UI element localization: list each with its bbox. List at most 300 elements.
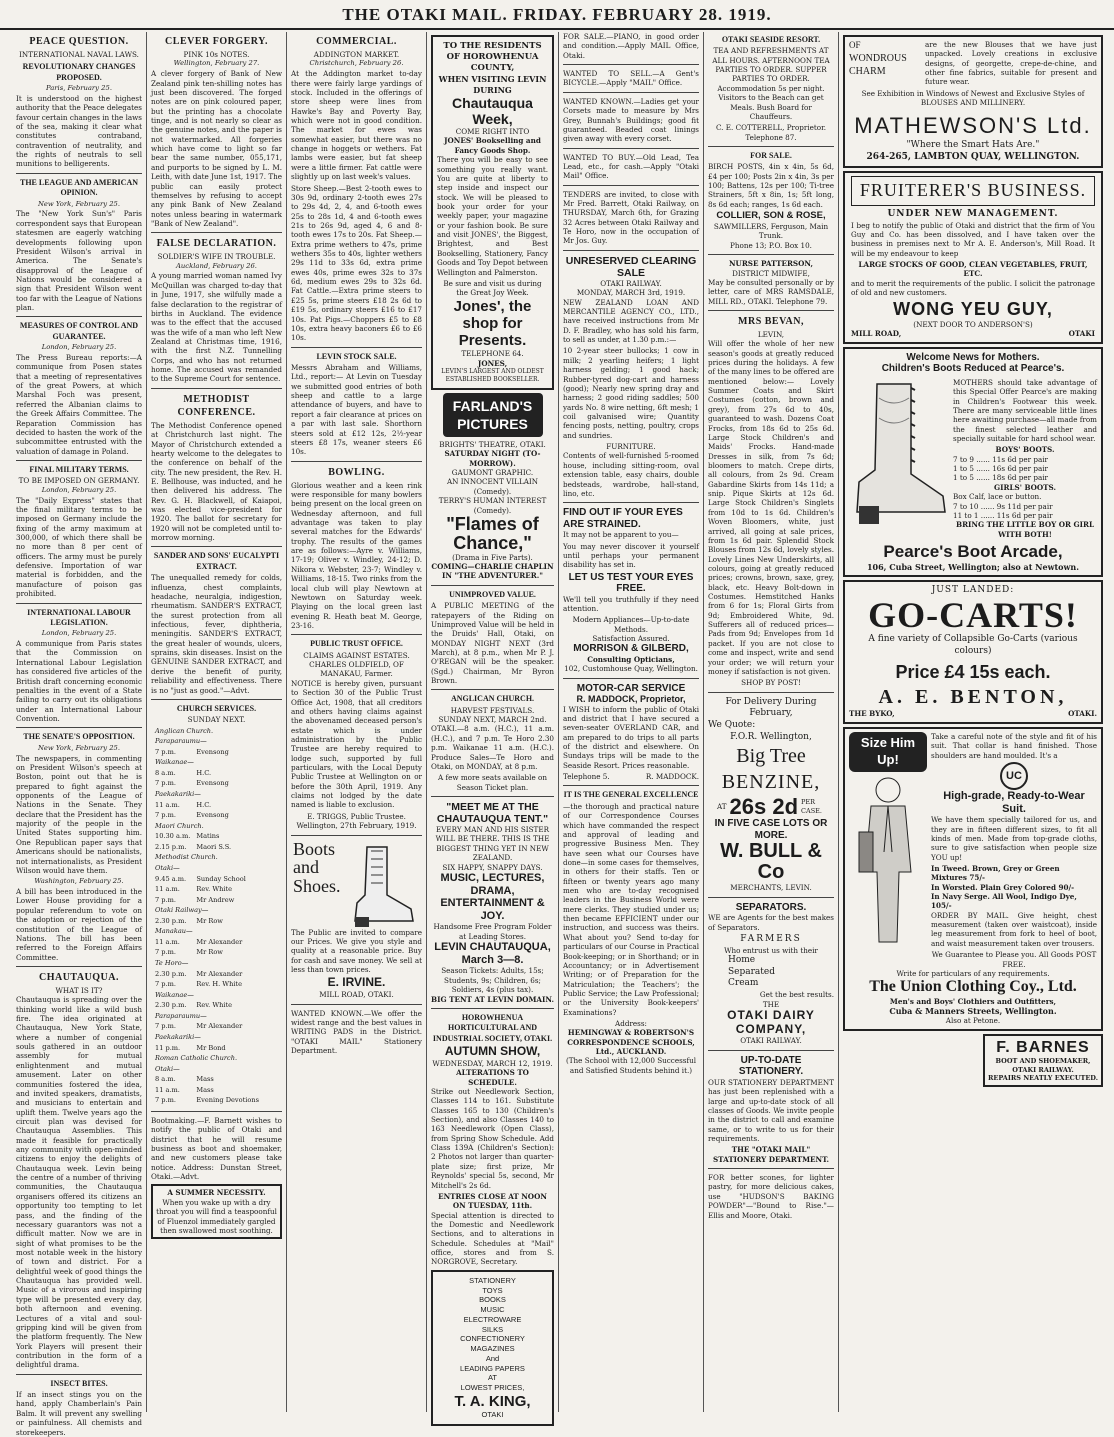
flames-subtitle: (Drama in Five Parts). [452,552,533,562]
service-detail: Evensong [196,747,229,756]
service-time: Paekakariki— [155,1032,201,1041]
final-title: FINAL MILITARY TERMS. [29,464,129,474]
church-service-row [153,843,261,852]
revolutionary-title: REVOLUTIONARY CHANGES PROPOSED. [22,62,136,82]
forgery-title: CLEVER FORGERY. [165,36,268,47]
autumn-show: AUTUMN SHOW, [444,1044,541,1059]
washington-body: A bill has been introduced in the Lower House providing for a popular referendum to vote on the adoption or rejection of the constitution of the League of Nations. The bill has been referred to the Foreign Affairs Committee. [16,887,142,962]
dateline: Auckland, February 26. [176,261,257,270]
for-wellington: F.O.R. Wellington, [730,731,812,742]
church-service-row [153,938,261,947]
pictures-logo: FARLAND'S PICTURES [443,393,543,437]
forsale-piano: FOR SALE.—PIANO, in good order and condition.—Apply MAIL Office, Otaki. [563,32,699,60]
church-service-row [153,832,261,841]
jones-slogan: Jones', the shop for Presents. [453,297,532,350]
satisfaction: Satisfaction Assured. [592,634,670,644]
forgery-subtitle: PINK 10s NOTES. [183,50,250,59]
service-detail: Evensong [196,779,229,788]
stationery-body: OUR STATIONERY DEPARTMENT has just been replenished with a large and up-to-date stock of all classes of Goods. We invite people in the district to call and examine same, or to write to us for their requirements. [708,1077,834,1143]
horti-title: HOROWHENUA HORTICULTURAL AND INDUSTRIAL SOCIETY, OTAKI. [432,1012,553,1043]
large-stocks: LARGE STOCKS OF GOOD, CLEAN VEGETABLES, FRUIT, ETC. [858,260,1088,279]
commercial-subtitle: ADDINGTON MARKET. [313,50,400,59]
service-detail: Rev. White [196,1001,233,1010]
service-detail: Sunday School [196,874,246,883]
mathewson-advert [843,35,1103,168]
wanted-sell: WANTED TO SELL.—A Gent's BICYCLE.—Apply "MAIL" Office. [563,69,699,88]
church-service-row [153,1065,261,1074]
benton-name: A. E. BENTON, [878,686,1068,709]
seaside-body: TEA AND REFRESHMENTS AT ALL HOURS. AFTERNOON TEA PARTIES TO ORDER. SUPPER PARTIES TO ORDER. Accommodation 5s per night. Visitors to the Beach can get Meals. Bush Board for Chauffeurs. [712,46,830,121]
service-time: 11 a.m. [155,1085,180,1094]
church-service-row [153,875,261,884]
nurse-title: NURSE PATTERSON, [728,259,813,269]
service-time: 2.30 p.m. [155,1001,187,1010]
church-service-row [153,917,261,926]
jones-chautauqua: Chautauqua Week, [452,94,533,128]
sanders-title: SANDER AND SONS' EUCALYPTI EXTRACT. [153,551,280,571]
church-service-row [153,1044,261,1053]
findout-sub: It may not be apparent to you— [563,530,679,540]
church-service-row [153,864,261,873]
peace-subtitle: INTERNATIONAL NAVAL LAWS. [19,50,139,59]
summer-body: When you wake up with a dry throat you will find a teaspoonful of Fluenzol immediately gargled then swallowed most soothing. [156,1197,277,1235]
navy: In Navy Serge. All Wool, Indigo Dye, 105/- [931,892,1077,911]
shop-by-post: SHOP BY POST! [741,678,801,688]
union-sub: Men's and Boys' Clothiers and Outfitters, [889,996,1057,1006]
entries-close: ENTRIES CLOSE AT NOON ON TUESDAY, 11th. [438,1191,547,1211]
cream: Cream [728,978,759,989]
flames-title: "Flames of Chance," [446,513,539,553]
home: Home [728,955,756,966]
excellence-body: —the thorough and practical nature of our Correspondence Courses which have commanded the respect and approval of leading and progressive Business Men. They have seen what our Courses have done—in some cases for themselves, in others for their staffs. Ten or fifteen or twenty years ago many men who are to-day recognised leaders in the Business World were mere clerks. They studied under us; then became EFFICIENT under our instruction, and success was theirs. What about you? Send to-day for particulars of our Course in Practical Book-keeping; or in Shorthand; or in Accountancy; or in Advertisement Writing; or of Preparation for the Matriculation; the Teachers'; the Public Service; the Law Professional; or the University Book-keepers' Examinations? [563,801,699,1017]
maddock-phone: Telephone 5. [563,772,610,782]
five-case: IN FIVE CASE LOTS OR MORE. [714,818,828,841]
column-6 [708,32,834,1412]
service-time: Paraparaumu— [155,737,207,746]
alterations-title: ALTERATIONS TO SCHEDULE. [456,1068,529,1087]
otaki-label: OTAKI [1068,329,1095,339]
king-item: CONFECTIONERY [460,1334,525,1344]
false-subtitle: SOLDIER'S WIFE IN TROUBLE. [157,252,276,262]
ladies-boot-illustration [849,378,949,528]
column-1 [16,32,142,1437]
dateline: London, February 25. [41,343,117,352]
church-service-row [153,991,261,1000]
service-time: Paekakariki— [155,790,201,799]
dateline: London, February 25. [41,629,117,638]
smart-hats: "Where the Smart Hats Are." [906,140,1040,151]
store-sheep-body: Store Sheep.—Best 2-tooth ewes to 30s 9d, ordinary 2-tooth ewes 27s to 29s 4d, 2, 4, and 6-tooth ewes 25s to 28s 1d, 4 and 6-tooth ewes 21s to 26s 9d, aged 4, 6 and 8-tooth ewes 17s to 20s. Fat Sheep.—Extra prime wethers to 47s, prime wethers 35s to 40s, lighter wethers 29s 11d to 33s 6d, extra prime ewes 40s, prime ewes 32s to 37s 6d, medium ewes 29s to 32s 6d. Fat Cattle.—Extra prime steers to £25 5s, prime steers £18 2s 6d to £19 5s, ordinary steers £16 to £17 10s. Pat Pigs.—Choppers £5 to £8 10s, extra heavy baconers £6 to £6 10s. [291,183,422,343]
forsale-title: FOR SALE. [750,150,792,160]
service-detail: Mr Alexander [196,937,243,946]
meet-title: "MEET ME AT THE CHAUTAUQUA TENT." [436,801,549,826]
service-time: Anglican Church. [155,726,214,735]
we-tell: We'll tell you truthfully if they need attention. [563,594,699,614]
collier-phone: Phone 13; P.O. Box 10. [730,240,812,250]
service-time: 7 p.m. [155,811,176,820]
delivery: For Delivery During February, [725,696,817,719]
dateline: Christchurch, February 26. [309,59,404,68]
address-label: Address: [615,1019,647,1029]
dateline: Wellington, February 27. [173,59,260,68]
bevan-subtitle: LEVIN, [757,329,785,339]
bull-name: W. BULL & Co [720,840,822,884]
coming: COMING—CHARLIE CHAPLIN IN "THE ADVENTURER." [431,562,554,581]
benzine: BENZINE, [721,771,821,794]
wondrous-charm: WONDROUS CHARM [849,52,907,77]
findout-title: FIND OUT IF YOUR EYES ARE STRAINED. [563,507,683,530]
fruiterer-title: FRUITERER'S BUSINESS. [851,176,1095,205]
girls-price-row: 7 to 10 ...... 9s 11d per pair [953,501,1053,511]
church-service-row [153,822,261,831]
service-detail: Evensong [196,811,229,820]
childrens-boots: Children's Boots Reduced at Pearce's. [881,363,1065,375]
seaside-title: OTAKI SEASIDE RESORT. [721,35,821,44]
highgrade-body: We have them specially tailored for us, and they are in fifteen different sizes, to fit all kinds of men. Made from top-grade cloths, sure to give satisfaction when people size YOU up! [931,815,1097,862]
fine-variety: A fine variety of Collapsible Go-Carts (various colours) [868,634,1078,657]
senate-body: The newspapers, in commenting on President Wilson's speech at Boston, point out that he is prepared to fight against the opponents of the League of Nations in the Senate. They declare that the President has the majority of the people in the United States supporting him. One Republican paper says that Americans should be nationalists, not internationalists, as President Wilson would have them. [16,753,142,875]
column-rule [558,32,559,1412]
sale-items: 10 2-year steer bullocks; 1 cow in milk; 2 yearling heifers; 1 light harness gelding; 1 good hack; Rubber-tyred dog-cart and harness (good); Nearly new spring dray and harness; 2 good riding saddles; 500 yards No. 8 wire netting, 6ft mesh; 1 coil galvanised wire; Quantity fencing posts, netting, poultry, crops and sundries. [563,346,699,440]
union-address: Cuba & Manners Streets, Wellington. [889,1006,1057,1017]
at-label: AT [716,802,727,812]
irvine-address: MILL ROAD, OTAKI. [319,990,394,1000]
false-body: A young married woman named Ivy McQuillan was charged to-day that in June, 1917, she wilfully made a false declaration to the registrar of births in Auckland. The evidence was to the effect that the accused was the wife of a man who left New Zealand at Christmas time, 1916, with the first N.Z. Tunnelling Corps, and who has not returned home. The accused was remanded to the Supreme Court for sentence. [151,271,282,384]
service-detail: H.C. [196,800,212,809]
pearce-advert [843,347,1103,577]
service-time: Methodist Church. [155,853,218,862]
hemingway: HEMINGWAY & ROBERTSON'S CORRESPONDENCE SCHOOLS, Ltd., AUCKLAND. [567,1028,695,1057]
service-time: Manakau— [155,927,193,936]
unreserved-place: OTAKI RAILWAY. [600,278,662,288]
church-services-table [151,725,263,1107]
service-time: Waikanae— [155,990,194,999]
barnes-advert [983,1034,1103,1088]
forsale-body: BIRCH POSTS, 4in x 4in, 5s 6d, £4 per 100; Posts 2in x 4in, 3s per 100; Battens, 12s per 100; Ti-tree Strainers, 5ft x 8in, 1s; 5ft long, 8s 6d each; ranges, 1s 6d each. [708,162,834,209]
levin-chautauqua: LEVIN CHAUTAUQUA, March 3—8. [434,941,551,966]
church-service-row [153,748,261,757]
dateline: Washington, February 25. [34,877,124,886]
size-title: Size Him Up! [849,732,927,772]
trust-name: CHARLES OLDFIELD, OF MANAKAU, Farmer. [309,660,404,679]
jones-come: COME RIGHT INTO [455,127,530,137]
worsted: In Worsted. Plain Grey Colored 90/- [931,882,1075,892]
we-quote: We Quote: [708,720,756,730]
anglican-body: OTAKI.—8 a.m. (H.C.), 11 a.m. (H.C.), and 7 p.m. Te Horo 2.30 p.m. Waikanae 11 a.m. (H.C.). Produce Sales—Te Horo and Otaki, on MONDAY, at 8 p.m. [431,724,554,771]
measures-body: The Press Bureau reports:—A communique from Posen states that a meeting of representatives of the great Powers, at which Marshal Foch was present, referred the Albanian claims to the Greek Affairs Committee. The Reparation Commission has decided to hasten the work of the subcommittee entrusted with the valuation of damage in Poland. [16,353,142,456]
excellence-title: IT IS THE GENERAL EXCELLENCE [563,790,699,800]
wong-name: WONG YEU GUY, [893,299,1053,320]
farmers: FARMERS [740,934,802,945]
service-detail: Maori S.S. [196,842,232,851]
service-time: Waikanae— [155,758,194,767]
service-time: Otaki— [155,863,180,872]
boys-boots: BOYS' BOOTS. [995,445,1055,455]
blouses: BLOUSES AND MILLINERY. [920,98,1026,108]
uc-logo: UC [1000,762,1028,790]
bowling-title: BOWLING. [328,466,385,478]
service-time: 10.30 a.m. [155,832,191,841]
pearce-name: Pearce's Boot Arcade, [883,541,1063,561]
church-service-row [153,727,261,736]
terry: TERRY'S HUMAN INTEREST (Comedy). [438,496,547,515]
dairy-name: OTAKI DAIRY COMPANY, [727,1007,815,1036]
trust-body: NOTICE is hereby given, pursuant to Section 30 of the Public Trust Office Act, 1908, that all creditors and others having claims against the abovenamed deceased person's estate which is under administration by the Public Trustee are hereby required to lodge such, supported by full particulars, with the Local Deputy Public Trustee at Wellington on or before the 30th April, 1919. Any claims not lodged by the date named is liable to exclusion. [291,678,422,810]
boys-price-row: 1 to 5 ...... 18s 6d per pair [953,473,1048,483]
mathewson-address: 264-265, LAMBTON QUAY, WELLINGTON. [866,151,1080,162]
pearce-body: MOTHERS should take advantage of this Special Offer Pearce's are making in Children's Footwear this week. There are many serviceable little lines here awaiting purchase—all made from the finest selected leather and specially suitable for hard school wear. [953,377,1097,443]
chautauqua-subtitle: WHAT IS IT? [55,985,103,995]
trust-title: PUBLIC TRUST OFFICE. [310,639,403,649]
service-time: 7 p.m. [155,779,176,788]
column-3 [291,32,422,1412]
king-town: OTAKI [481,1410,504,1420]
alterations-body: Strike out Needlework Section, Classes 114 to 161. Substitute Classes 165 to 130 (Children's Section), and also Classes 140 to 163 Needlework (Open Class), from Spring Show Schedule. Add Class 139A (Children's Section): 2 Photos not larger than quarter-plate size; first prize, Mr Reynolds' special 5s, second, Mr Mitchell's 2s 6d. [431,1086,554,1190]
jones-advert [431,35,554,390]
barnes-name: F. BARNES [996,1038,1090,1056]
service-time: 2.30 p.m. [155,916,187,925]
uptodate-title: UP-TO-DATE STATIONERY. [738,1054,804,1078]
jones-body: There you will be easy to see something you really want. You are quite at liberty to step inside and inspect our stock. We will be pleased to book your order for your weekly paper, your magazine or your fashion book. Be sure and visit JONES', the Biggest, Brightest, and Best Bookselling, Stationery, Fancy Goods and Toy Depot between Wellington and Palmerston. [437,155,548,277]
sawmillers: SAWMILLERS, Ferguson, Main Trunk. [713,222,829,241]
masthead: THE OTAKI MAIL. FRIDAY. FEBRUARY 28. 1919. [0,0,1114,30]
theatre: BRIGHTS' THEATRE, OTAKI. [439,440,546,450]
methodist-body: The Methodist Conference opened at Christchurch last night. The Mayor of Christchurch extended a hearty welcome to the delegates to the conference on behalf of the city. The new president, the Rev. H. E. Bellhouse, was inducted, and he then delivered his address. The Rev. G. H. Blackwell, of Kaiapoi, was elected vice-president for 1920. The ballot for secretary for 1920 will not be completed until to-morrow morning. [151,420,282,543]
order-by-mail: ORDER BY MAIL. Give height, chest measurement (taken over waistcoat), inside leg measurement from fork to heel of boot, and waist measurement taken over trousers. [931,910,1097,948]
benzine-price: 26s 2d [729,794,799,820]
test-eyes: LET US TEST YOUR EYES FREE. [568,571,694,595]
king-item: STATIONERY [469,1275,516,1285]
baking-powder: FOR better scones, for lighter pastry, for more delicious cakes, use "HUDSON'S BAKING POWDER"—"Bound to Rise."—Ellis and Moore, Otaki. [708,1173,834,1220]
saturday: SATURDAY NIGHT (TO-MORROW). [444,449,541,468]
guarantee: We Guarantee to Please you. All Goods POST FREE. [931,950,1097,969]
column-rule [286,32,287,1412]
separators-title: SEPARATORS. [735,901,807,913]
measures-title: MEASURES OF CONTROL AND GUARANTEE. [19,321,139,341]
final-subtitle: TO BE IMPOSED ON GERMANY. [18,476,140,486]
service-time: 11 a.m. [155,885,180,894]
jones-visit: Be sure and visit us during the Great Joy Week. [443,278,542,298]
church-service-row [153,1096,261,1105]
entries-body: Special attention is directed to the Domestic and Needlework Sections, and to alterations in Schedule. Schedules at "Mail" office, stores and from S. NORGROVE, Secretary. [431,1210,554,1267]
church-service-row [153,801,261,810]
bowling-body: Glorious weather and a keen rink were responsible for many bowlers being present on the local green on Wednesday afternoon, and full advantage was taken to play several matches for the Edwards' trophy. The results of the games are as follows:—Ayre v. Williams, 17-19; Oliver v. Windley, 24-12; D. Nikora v. Webster, 23-7; Windley v. Williams, 18-15. Two rinks from the local club will play Newtown at Newtown on Saturday week. Playing on the local green last evening R. Heath beat M. George, 23-16. [291,480,422,630]
boys-price-row: 7 to 9 ...... 11s 6d per pair [953,454,1048,464]
league-title: THE LEAGUE AND AMERICAN OPINION. [19,177,138,198]
wondrous-of: OF [849,40,861,50]
king-item: TOYS [482,1285,503,1295]
methodist-title: METHODIST CONFERENCE. [177,393,256,418]
service-detail: Mr Row [196,916,223,925]
column-rule [426,32,427,1412]
best-results: Get the best results. [759,990,834,1000]
king-item: And [485,1353,500,1363]
service-time: 2.15 p.m. [155,842,187,851]
cottrell: C. E. COTTERELL, Proprietor. [715,123,827,133]
man-illustration [849,772,927,947]
wondrous-body: are the new Blouses that we have just unpacked. Lovely creations in exclusive designs, of georgette, crepe-de-chine, and other fine fabrics, suitable for present and future wear. [925,40,1097,87]
service-time: 11 a.m. [155,800,180,809]
final-body: The "Daily Express" states that the final military terms to be imposed on Germany include the fixing of the army maximum at 300,000, of which there shall be no more than 8 per cent of officers. The army must be purely defensive. Importation of war material is forbidden, and the manufacture of poison gas prohibited. [16,495,142,599]
collier: COLLIER, SON & ROSE, [716,210,826,222]
service-time: 9.45 a.m. [155,874,187,883]
jones-shop: JONES' Bookselling and Fancy Goods Shop. [444,136,541,155]
highgrade: High-grade, Ready-to-Wear Suit. [943,789,1085,815]
labour-body: A communique from Paris states that the Commission on International Labour Legislation has considered five articles of the British draft concerning economic penalties in the event of a State failing to carry out its obligations under an International Labour Convention. [16,639,142,723]
false-title: FALSE DECLARATION. [156,238,277,250]
the-label: THE [762,999,780,1009]
church-service-row [153,1086,261,1095]
furniture-title: FURNITURE. [606,442,656,452]
service-time: 7 p.m. [155,747,176,756]
wanted-buy: WANTED TO BUY.—Old Lead, Tea Lead, etc., for cash.—Apply "Otaki Mail" Office. [563,152,699,181]
cottrell-phone: Telephone 87. [745,132,797,142]
dateline: London, February 25. [41,485,117,494]
union-advert [843,727,1103,1031]
church-service-row [153,1022,261,1031]
jones-phone: TELEPHONE 64. [461,349,524,359]
jones-footer: LEVIN'S LARGEST AND OLDEST ESTABLISHED BOOKSELLER. [441,368,544,383]
exhibition: See Exhibition in Windows of Newest and Exclusive Styles of [861,88,1085,98]
wanted-writing-pads: WANTED KNOWN.—We offer the widest range and the best values in WRITING PADS in the District. "OTAKI MAIL" Stationery Department. [291,1008,422,1055]
boot-illustration [347,843,417,929]
mill-road: MILL ROAD, [851,329,902,339]
service-time: Maori Church. [155,821,204,830]
girls-price-row: Box Calf, lace or button. [953,492,1042,502]
king-item: MAGAZINES [470,1344,515,1354]
service-detail: Mr Alexander [196,969,243,978]
size-body: Take a careful note of the style and fit of his suit. That collar is hand finished. Those shoulders are hand moulded. It's a [931,731,1097,760]
column-7 [843,32,1103,1412]
bevan-title: MRS BEVAN, [738,315,804,327]
bull-subtitle: MERCHANTS, LEVIN. [730,883,812,893]
service-time: Te Horo— [155,959,189,968]
who-entrust: Who entrust us with their [724,945,818,955]
column-4 [431,32,554,1420]
nz-loan: NEW ZEALAND LOAN AND MERCANTILE AGENCY CO., LTD., have received instructions from Mr D. F. Bradley, who has sold his farm, to sell as under, at 1.30 p.m.:— [563,297,699,345]
wanted-known: WANTED KNOWN.—Ladies get your Corsets made to measure by Mrs Grey, Bunnah's Buildings; good fit guaranteed. Beaded coat linings given away with every corset. [563,96,699,144]
write: Write for particulars of any requirements. [896,968,1050,978]
unreserved-title: UNRESERVED CLEARING SALE [565,254,697,279]
service-time: Roman Catholic Church. [155,1054,238,1063]
king-item: LEADING PAPERS [460,1363,525,1373]
church-service-row [153,737,261,746]
service-time: 8 a.m. [155,1075,176,1084]
sunday-next: SUNDAY NEXT, MARCH 2nd. [438,715,547,725]
church-service-row [153,970,261,979]
king-item: BOOKS [479,1295,506,1305]
modern: Modern Appliances—Up-to-date Methods. [572,615,690,634]
bevan-body: Will offer the whole of her new season's goods at greatly reduced prices during the holidays. A few of the many lines to be offered are mentioned below:— Lovely Summer Coats and Skirt Costumes (cotton, brown and grey), from 27s 6d to 40s, guaranteed to wash. Dozens Coat Frocks, from 18s 6d to 25s 6d. Large Stock Children's and Maids' Frocks. Hand-made Dresses in silk, from 7s 6d; bloomers to match. Crepe dirts, all colours, from 2s 9d. Cream Gabardine Skirts from 14s 11d; a snip. Pique Skirts at 12s 6d. Large Stock Children's Singlets from 10d to 1s 6d. Children's Woven Bloomers, white, just arrived, all going at sale prices, from 1s 6d pair. Splendid Stock Blouses from 12s 6d, lovely styles. Lovely Lines New Underskirts, all colours, going at greatly reduced prices; crowns, brown, saxe, grey, black, etc. Heavy Bolt-down in Costumes. Hemstitched Hanks from 6 for 1s; Floral Girts from 9d; Embroidered White, 9d. Sufferers all of reduced prices—Pads from 9d; Envelopes from 1d packet. If you are not close to come and inspect, write and send your order; we will return your money if satisfaction is not given. [708,339,834,676]
dateline: Paris, February 25. [45,84,112,93]
boots-title: Boots and Shoes. [293,838,341,897]
byko: THE BYKO, [849,709,895,719]
column-rule [703,32,704,1412]
new-management: UNDER NEW MANAGEMENT. [887,208,1059,219]
service-detail: Rev. H. White [196,980,242,989]
gocarts-title: GO-CARTS! [868,594,1078,635]
furniture-body: Contents of well-furnished 5-roomed house, including sitting-room, oval extension table, easy chairs, double bedsteads, wardrobe, hall-stand, lino, etc. [563,451,699,498]
church-service-row [153,769,261,778]
girls-boots: GIRLS' BOOTS. [994,482,1056,492]
maddock-sign: R. MADDOCK. [645,772,699,782]
service-time: 11 p.m. [155,1043,181,1052]
program-folder: Handsome Free Program Folder at Leading Stores. [433,922,552,941]
league-body: The "New York Sun's" Paris correspondent says that European statesmen are eagerly watching developments following upon President Wilson's arrival in America. The Senate's disapproval of the League of Nations would be considered a sign that President Wilson went too far with the League of Nations plan. [16,209,142,313]
church-service-row [153,885,261,894]
consulting: Consulting Opticians, [587,654,675,664]
mathewson-name: MATHEWSON'S Ltd. [854,112,1092,138]
king-item: ELECTROWARE [463,1314,522,1324]
peace-title: PEACE QUESTION. [29,36,129,47]
service-detail: H.C. [196,768,212,777]
church-service-row [153,927,261,936]
bootmaking-notice: Bootmaking.—F. Barnett wishes to notify the public of Otaki and district that he will resume business as boot and shoemaker, and new customers please take notice. Address: Dunstan Street, Otaki.—Advt. [151,1115,282,1182]
king-name: T. A. KING, [454,1392,531,1410]
forgery-body: A clever forgery of Bank of New Zealand pink ten-shilling notes has just been discovered. The forged notes are on pink coloured paper, but the printing has a chocolate tinge, and is not nearly so clear as the genuine notes, and the paper is not watermarked. All forgeries which have come to light so far bear the same number, 055,171, and purports to be signed by L. M. Leith, with date June 1st, 1917. The public can easily protect themselves by refusing to accept any pink Bank of New Zealand notes unless bearing in watermark "Bank of New Zealand". [151,69,282,228]
season-tickets: Season Tickets: Adults, 15s; Students, 9s; Children, 6s; Soldiers, 4s (plus tax). [441,966,544,995]
king-item: MUSIC [480,1305,505,1315]
boys-price-row: 1 to 5 ...... 16s 6d per pair [953,464,1048,474]
service-detail: Evening Devotions [196,1096,259,1105]
nurse-body: May be consulted personally or by letter, care of MRS RAMSDALE, MILL RD., OTAKI. Telephone 79. [708,277,834,306]
chautauqua-title: CHAUTAUQUA. [38,971,120,983]
service-time: 7 p.m. [155,948,176,957]
church-service-row [153,896,261,905]
column-rule [838,32,839,1412]
column-rule [146,32,147,1412]
dairy-place: OTAKI RAILWAY. [740,1036,802,1046]
column-5 [563,32,699,1412]
next-door: (NEXT DOOR TO ANDERSON'S) [913,320,1033,330]
church-service-row [153,948,261,957]
innocent-villain: AN INNOCENT VILLAIN (Comedy). [446,477,539,496]
meet-body: EVERY MAN AND HIS SISTER WILL BE THERE. THIS IS THE BIGGEST THING YET IN NEW ZEALAND. [435,825,550,863]
gocarts-advert [843,580,1103,724]
few-seats: A few more seats available on Season Ticket plan. [438,773,547,792]
king-item: LOWEST PRICES, [460,1383,525,1393]
union-also: Also at Petone. [945,1016,1001,1026]
levin-stock-body: Messrs Abraham and Williams, Ltd., report:— At Levin on Tuesday we submitted good entries of both sheep and cattle to a large attendance of buyers, and have to report a fair clearance at prices on a par with last sale. Shorthorn steers sold at £12 12s, 2½-year steers £8 17s, weaner steers £6 10s. [291,363,422,457]
chautauqua-body: Chautauqua is spreading over the thinking world like a wild bush fire. The idea originated at Chautauqua, New York State, where a number of congenial souls gathered in an outdoor assembly for mutual enlightenment and mutual amusement. Later on other communities fostered the idea, and invited speakers, dramatists, and musicians to entertain and uplift them. Twelve years ago the circuit plan was devised for Chautauqua Assemblies. This made it feasible for practically any community with open-minded citizens to enjoy the delights of Chautauqua week. Levin being the centre of a number of thriving communities, the Chautauqua organisers offered its citizens an opportunity too tempting to let pass, and the finding of the necessary guarantors was not a difficult matter. Now we are in sight of what promises to be the most notable week in the history of town and district. For a delightful week of good things the Chautauqua has provided well. Music of a virorous and inspiring type will be presented every day, both afternoon and evening. Lectures of a vital and soul-gripping kind will be given from the platform frequently. The New York Players will present their contribution in the form of a delightful drama. [16,995,142,1370]
tweed: In Tweed. Brown, Grey or Green Mixtures 75/- [931,863,1060,883]
church-title: CHURCH SERVICES. [176,703,257,713]
unreserved-date: MONDAY, MARCH 3rd, 1919. [576,288,686,298]
motor-title: MOTOR-CAR SERVICE [576,682,686,694]
church-service-row [153,1033,261,1042]
church-service-row [153,1001,261,1010]
separated: Separated [728,966,775,977]
insect-title: INSECT BITES. [50,1378,108,1388]
bring: BRING THE LITTLE BOY OR GIRL WITH BOTH! [956,520,1094,539]
gocarts-price: Price £4 15s each. [895,661,1051,682]
church-service-row [153,980,261,989]
boots-body: The Public are invited to compare our Prices. We give you style and quality at a reasonable price. Buy for cash and save money. We sell at less than town prices. [291,927,422,974]
union-name: The Union Clothing Coy., Ltd. [869,978,1077,996]
service-time: 11 a.m. [155,937,180,946]
summer-title: A SUMMER NECESSITY. [167,1188,266,1198]
column-2 [151,32,282,1412]
girls-price-row: 11 to 1 ...... 11s 6d per pair [953,510,1053,520]
jones-to: TO THE RESIDENTS OF HOROWHENUA COUNTY, [443,41,542,74]
levin-stock-title: LEVIN STOCK SALE. [316,351,397,361]
labour-title: INTERNATIONAL LABOUR LEGISLATION. [27,607,131,627]
church-service-row [153,1012,261,1021]
king-item: AT [487,1373,498,1383]
mail-stationery: THE "OTAKI MAIL" STATIONERY DEPARTMENT. [712,1145,830,1164]
peace-body: It is understood on the highest authority that the Peace delegates favour certain changes in the laws of the sea, making it clear what constitutes contraband, contravention of neutrality, and the rights of neutrals to sell munitions to belligerents. [16,93,142,169]
dateline: New York, February 25. [37,743,121,752]
